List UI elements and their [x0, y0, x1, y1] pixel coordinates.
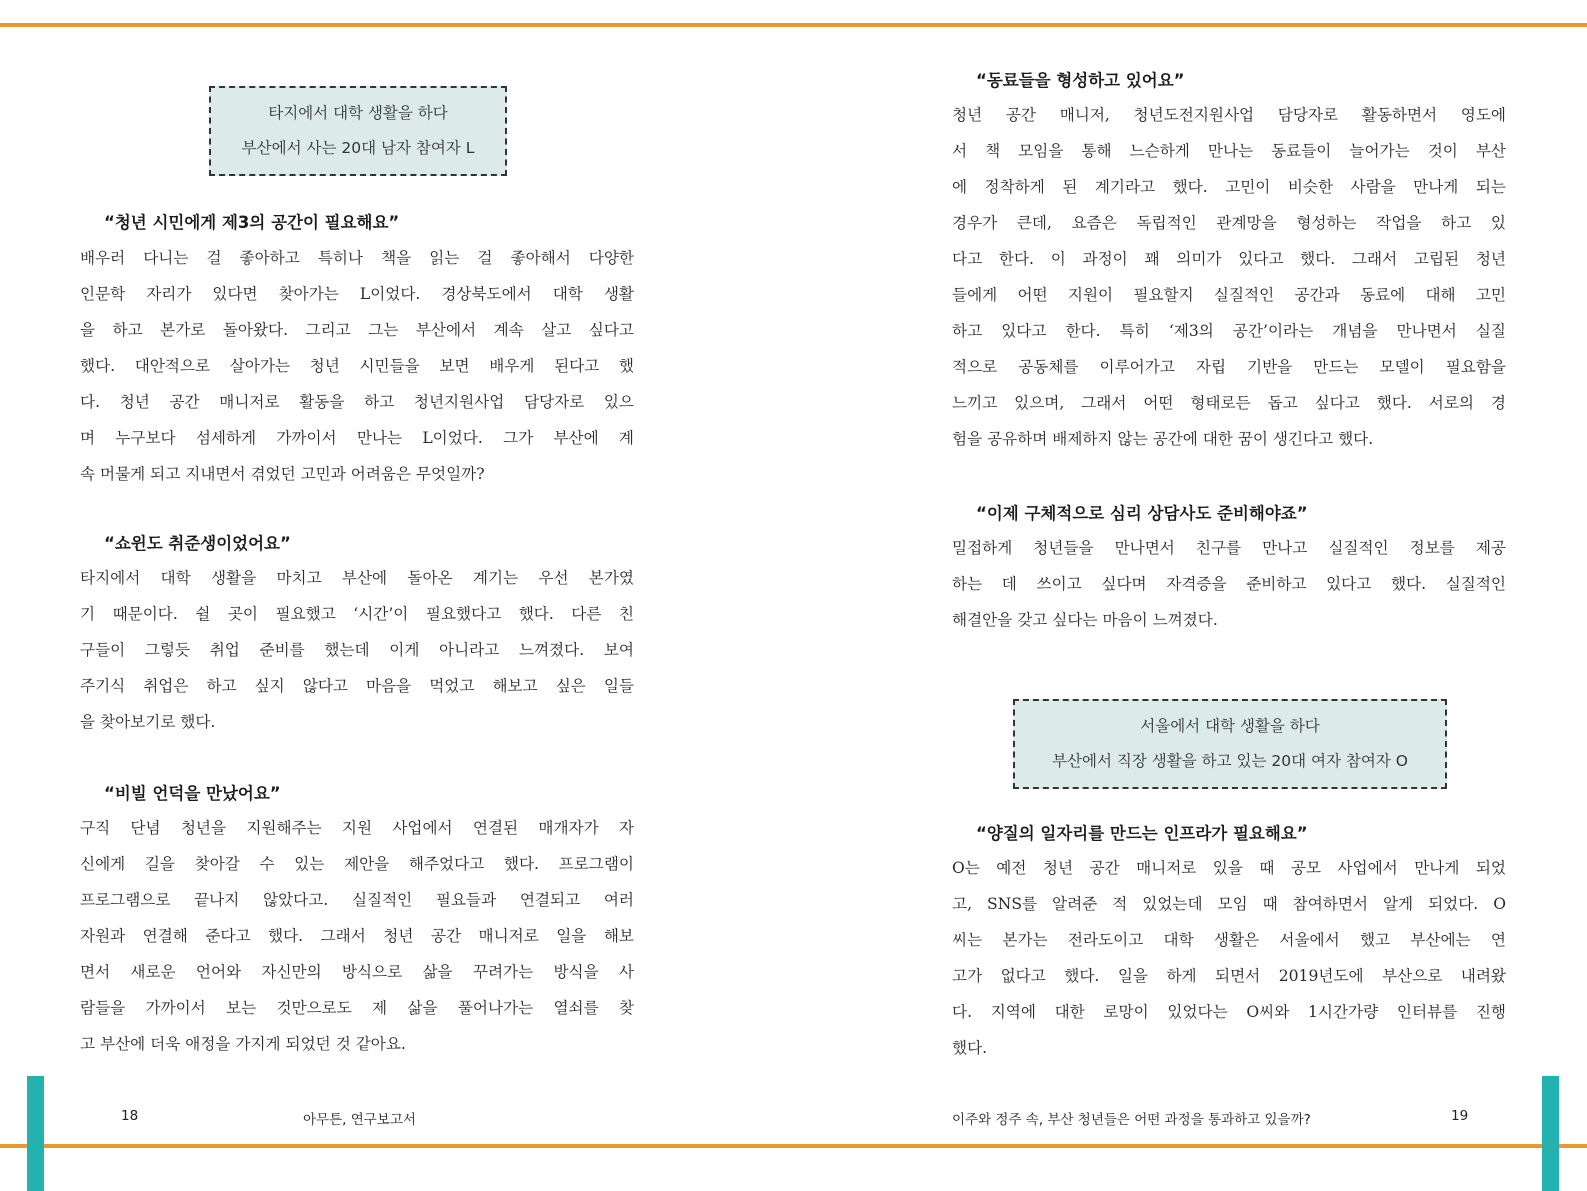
text-line: 험을 공유하며 배제하지 않는 공간에 대한 꿈이 생긴다고 했다.: [952, 430, 1374, 448]
text-line: 다고 한다. 이 과정이 꽤 의미가 있다고 했다. 그래서 고립된 청년: [952, 250, 1506, 268]
section-heading: “비빌 언덕을 만났어요”: [104, 784, 281, 803]
section-paragraph: [952, 97, 1506, 457]
text-line: 했다.: [952, 1039, 988, 1057]
text-line: 배우러 다니는 걸 좋아하고 특히나 책을 읽는 걸 좋아해서 다양한: [80, 249, 634, 267]
text-line: 신에게 길을 찾아갈 수 있는 제안을 해주었다고 했다. 프로그램이: [80, 855, 634, 873]
profile-line-2: 부산에서 사는 20대 남자 참여자 L: [241, 139, 475, 157]
page-number-right: 19: [1451, 1108, 1469, 1124]
text-line: 며 누구보다 섬세하게 가까이서 만나는 L이었다. 그가 부산에 계: [80, 429, 634, 447]
section-heading: “동료들을 형성하고 있어요”: [976, 71, 1185, 90]
profile-box-l: [209, 86, 507, 176]
text-line: 했다. 대안적으로 살아가는 청년 시민들을 보면 배우게 된다고 했: [80, 357, 634, 375]
right-page-tab: [1542, 1076, 1559, 1191]
section-paragraph: [952, 530, 1506, 638]
text-line: 람들을 가까이서 보는 것만으로도 제 삶을 풀어나가는 열쇠를 찾: [80, 999, 634, 1017]
text-line: 청년 공간 매니저, 청년도전지원사업 담당자로 활동하면서 영도에: [952, 106, 1506, 124]
text-line: 타지에서 대학 생활을 마치고 부산에 돌아온 계기는 우선 본가였: [80, 569, 634, 587]
text-line: 기 때문이다. 쉴 곳이 필요했고 ‘시간’이 필요했다고 했다. 다른 친: [80, 605, 634, 623]
profile-box-o: [1013, 699, 1447, 789]
text-line: 주기식 취업은 하고 싶지 않다고 마음을 먹었고 해보고 싶은 일들: [80, 677, 634, 695]
text-line: 다. 지역에 대한 로망이 있었다는 O씨와 1시간가량 인터뷰를 진행: [952, 1003, 1506, 1021]
text-line: 느끼고 있으며, 그래서 어떤 형태로든 돕고 싶다고 했다. 서로의 경: [952, 394, 1506, 412]
section-paragraph: [952, 850, 1506, 1066]
left-page-tab: [27, 1076, 44, 1191]
text-line: 에 정착하게 된 계기라고 했다. 고민이 비슷한 사람을 만나게 되는: [952, 178, 1506, 196]
book-title: 아무튼, 연구보고서: [303, 1112, 416, 1128]
text-line: 자원과 연결해 준다고 했다. 그래서 청년 공간 매니저로 일을 해보: [80, 927, 634, 945]
text-line: 씨는 본가는 전라도이고 대학 생활은 서울에서 했고 부산에는 연: [952, 931, 1506, 949]
section-paragraph: [80, 240, 634, 492]
section-heading: “청년 시민에게 제3의 공간이 필요해요”: [104, 213, 400, 232]
bottom-rule: [0, 1144, 1587, 1148]
section-heading: “쇼윈도 취준생이었어요”: [104, 534, 291, 553]
section-paragraph: [80, 810, 634, 1062]
text-line: 해결안을 갖고 싶다는 마음이 느껴졌다.: [952, 611, 1218, 629]
section-heading: “이제 구체적으로 심리 상담사도 준비해야죠”: [976, 504, 1308, 523]
text-line: 프로그램으로 끝나지 않았다고. 실질적인 필요들과 연결되고 여러: [80, 891, 634, 909]
text-line: 하는 데 쓰이고 싶다며 자격증을 준비하고 있다고 했다. 실질적인: [952, 575, 1506, 593]
text-line: 다. 청년 공간 매니저로 활동을 하고 청년지원사업 담당자로 있으: [80, 393, 634, 411]
profile-line-2: 부산에서 직장 생활을 하고 있는 20대 여자 참여자 O: [1052, 752, 1408, 770]
top-rule: [0, 23, 1587, 27]
page-number-left: 18: [121, 1108, 139, 1124]
text-line: 밀접하게 청년들을 만나면서 친구를 만나고 실질적인 정보를 제공: [952, 539, 1506, 557]
text-line: 구직 단념 청년을 지원해주는 지원 사업에서 연결된 매개자가 자: [80, 819, 634, 837]
text-line: 고가 없다고 했다. 일을 하게 되면서 2019년도에 부산으로 내려왔: [952, 967, 1506, 985]
text-line: 적으로 공동체를 이루어가고 자립 기반을 만드는 모델이 필요함을: [952, 358, 1506, 376]
text-line: 고 부산에 더욱 애정을 가지게 되었던 것 같아요.: [80, 1035, 406, 1053]
section-paragraph: [80, 560, 634, 740]
text-line: 속 머물게 되고 지내면서 겪었던 고민과 어려움은 무엇일까?: [80, 465, 485, 483]
text-line: 면서 새로운 언어와 자신만의 방식으로 삶을 꾸려가는 방식을 사: [80, 963, 634, 981]
text-line: 구들이 그렇듯 취업 준비를 했는데 이게 아니라고 느껴졌다. 보여: [80, 641, 634, 659]
profile-line-1: 타지에서 대학 생활을 하다: [268, 104, 448, 122]
text-line: 서 책 모임을 통해 느슨하게 만나는 동료들이 늘어가는 것이 부산: [952, 142, 1506, 160]
text-line: 인문학 자리가 있다면 찾아가는 L이었다. 경상북도에서 대학 생활: [80, 285, 634, 303]
chapter-title: 이주와 정주 속, 부산 청년들은 어떤 과정을 통과하고 있을까?: [952, 1112, 1311, 1128]
text-line: 하고 있다고 한다. 특히 ‘제3의 공간’이라는 개념을 만나면서 실질: [952, 322, 1506, 340]
text-line: 을 하고 본가로 돌아왔다. 그리고 그는 부산에서 계속 살고 싶다고: [80, 321, 634, 339]
text-line: 들에게 어떤 지원이 필요할지 실질적인 공간과 동료에 대해 고민: [952, 286, 1506, 304]
text-line: 을 찾아보기로 했다.: [80, 713, 216, 731]
profile-line-1: 서울에서 대학 생활을 하다: [1140, 717, 1320, 735]
text-line: O는 예전 청년 공간 매니저로 있을 때 공모 사업에서 만나게 되었: [952, 859, 1506, 877]
text-line: 고, SNS를 알려준 적 있었는데 모임 때 참여하면서 알게 되었다. O: [952, 895, 1506, 913]
text-line: 경우가 큰데, 요즘은 독립적인 관계망을 형성하는 작업을 하고 있: [952, 214, 1506, 232]
section-heading: “양질의 일자리를 만드는 인프라가 필요해요”: [976, 824, 1308, 843]
